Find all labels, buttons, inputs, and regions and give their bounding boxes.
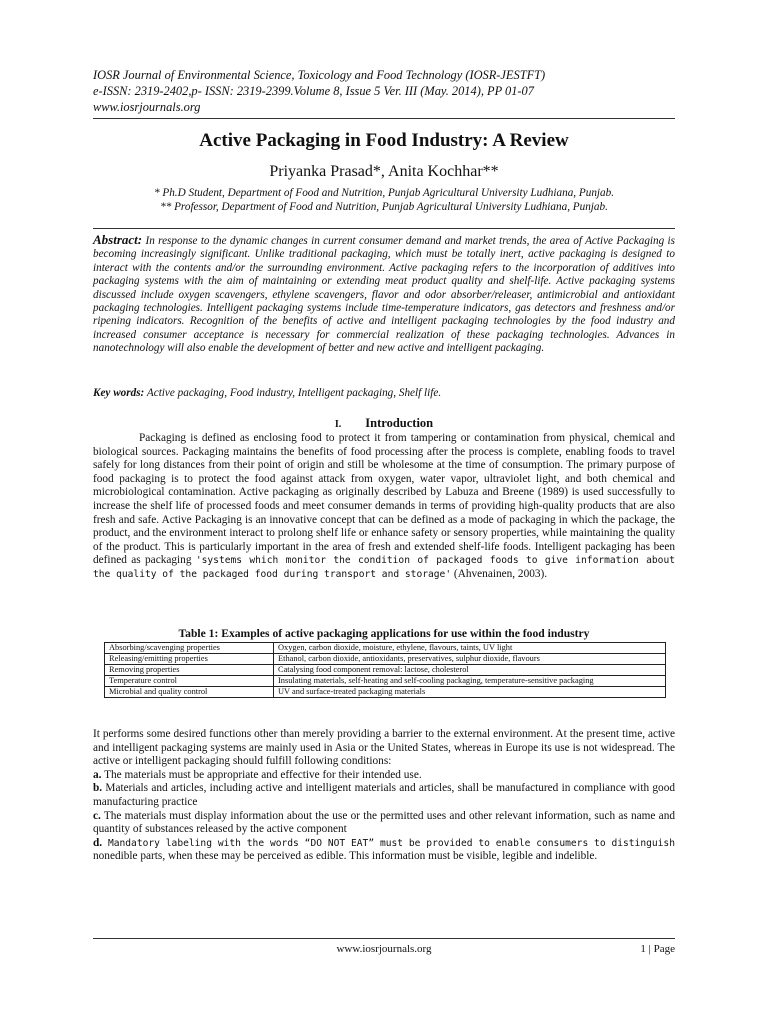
condition-text: Materials and articles, including active and intelligent materials and articles, shall be manufactured in compliance with good manufacturing practice [93,782,675,808]
condition-text: nonedible parts, when these may be perceived as edible. This information must be visible, legible and indelible. [93,850,598,863]
table-cell-property: Releasing/emitting properties [105,654,274,665]
table-cell-examples: Catalysing food component removal: lactose, cholesterol [274,665,666,676]
conditions-intro: It performs some desired functions other than merely providing a barrier to the external environment. At the present time, active and intelligent packaging systems are mainly used in Asia or the United States, whereas in Europe its use is not widespread. The active or intelligent packaging should fulfill following conditions: [93,728,675,768]
table-row [105,687,666,698]
journal-name: IOSR Journal of Environmental Science, Toxicology and Food Technology (IOSR-JESTFT) [93,68,546,82]
affiliations [0,186,768,214]
footer-rule [93,938,675,939]
section-heading [0,416,768,431]
condition-label: a. [93,768,102,781]
introduction-paragraph [93,432,675,582]
table-row [105,654,666,665]
footer-url: www.iosrjournals.org [336,943,432,955]
abstract-text: In response to the dynamic changes in current consumer demand and market trends, the area of Active Packaging is becoming increasingly significant. Unlike traditional packaging, which must be totally inert, active packaging is designed to interact with the contents and/or the surrounding environment. Active packaging refers to the incorporation of additives into packaging systems with the aim of maintaining or extending meat product quality and shelf-life. Active packaging systems discussed include oxygen scavengers, ethylene scavengers, flavor and odor absorber/releaser, antimicrobial and antioxidant packaging technologies. Intelligent packaging systems include time-temperature indicators, gas detectors and freshness and/or ripening indicators. Recognition of the benefits of active and intelligent packaging technologies by the food industry and increased consumer acceptance is necessary for commercial realization of these packaging technologies. Advances in nanotechnology will also enable the development of better and new active and intelligent packaging. [93,235,676,355]
table-cell-examples: UV and surface-treated packaging materials [274,687,666,698]
table-row [105,676,666,687]
journal-issn: e-ISSN: 2319-2402,p- ISSN: 2319-2399.Volume 8, Issue 5 Ver. III (May. 2014), PP 01-07 [93,84,534,98]
affiliation-1: * Ph.D Student, Department of Food and Nutrition, Punjab Agricultural University Ludhiana, Punjab. [153,187,614,199]
section-title: Introduction [365,416,434,430]
table-cell-examples: Oxygen, carbon dioxide, moisture, ethylene, flavours, taints, UV light [274,643,666,654]
conditions-section [93,728,675,864]
table-cell-property: Removing properties [105,665,274,676]
condition-label: b. [93,782,103,795]
paper-title: Active Packaging in Food Industry: A Review [199,130,569,151]
affiliation-2: ** Professor, Department of Food and Nutrition, Punjab Agricultural University Ludhiana, Punjab. [160,201,608,213]
table-caption: Table 1: Examples of active packaging applications for use within the food industry [178,627,590,640]
journal-header [93,67,545,115]
abstract-label: Abstract: [93,232,143,247]
condition-b [93,782,675,809]
page-number: 1 | Page [640,943,675,955]
abstract [93,233,675,356]
keywords-text: Active packaging, Food industry, Intelligent packaging, Shelf life. [146,387,442,399]
condition-text: The materials must be appropriate and effective for their intended use. [101,768,422,781]
intro-citation: (Ahvenainen, 2003). [451,567,548,580]
keywords-label: Key words: [93,387,145,399]
condition-text-mono: Mandatory labeling with the words “DO NOT EAT” must be provided to enable consumers to distinguish [102,837,675,849]
condition-label: c. [93,809,101,822]
intro-quote: 'systems which monitor the condition of packaged foods to give information about the quality of the packaged food during transport and storage' [93,555,675,580]
paper-authors: Priyanka Prasad*, Anita Kochhar** [269,163,499,180]
journal-url: www.iosrjournals.org [93,100,201,114]
applications-table [104,642,666,698]
condition-d [93,837,675,864]
table-cell-property: Microbial and quality control [105,687,274,698]
condition-a [93,769,675,783]
condition-label: d. [93,836,103,849]
keywords [93,387,675,400]
table-cell-property: Absorbing/scavenging properties [105,643,274,654]
section-number: I. [334,419,342,430]
condition-text: The materials must display information about the use or the permitted uses and other relevant information, such as name and quantity of substances released by the active component [93,809,675,836]
header-rule [93,118,675,119]
intro-text: Packaging is defined as enclosing food to protect it from tampering or contamination from physical, chemical and biological sources. Packaging maintains the benefits of food processing after the process is complete, enabling foods to travel safely for long distances from their point of origin and still be wholesome at the time of consumption. The primary purpose of food packaging is to protect the food against attack from oxygen, water vapor, ultraviolet light, and both chemical and microbiological contamination. Active packaging as originally described by Labuza and Breene (1989) is used successfully to increase the shelf life of processed foods and meet consumer demands in terms of providing high-quality products that are also fresh and safe. Active Packaging is an innovative concept that can be defined as a mode of packaging in which the package, the product, and the environment interact to prolong shelf life or enhance safety or sensory properties, while maintaining the quality of the product. This is particularly important in the area of fresh and extended shelf-life foods. Intelligent packaging has been defined as packaging [93,432,675,567]
table-cell-examples: Ethanol, carbon dioxide, antioxidants, preservatives, sulphur dioxide, flavours [274,654,666,665]
table-row [105,643,666,654]
table-cell-property: Temperature control [105,676,274,687]
abstract-rule [93,228,675,229]
table-row [105,665,666,676]
condition-c [93,810,675,837]
table-cell-examples: Insulating materials, self-heating and self-cooling packaging, temperature-sensitive packaging [274,676,666,687]
